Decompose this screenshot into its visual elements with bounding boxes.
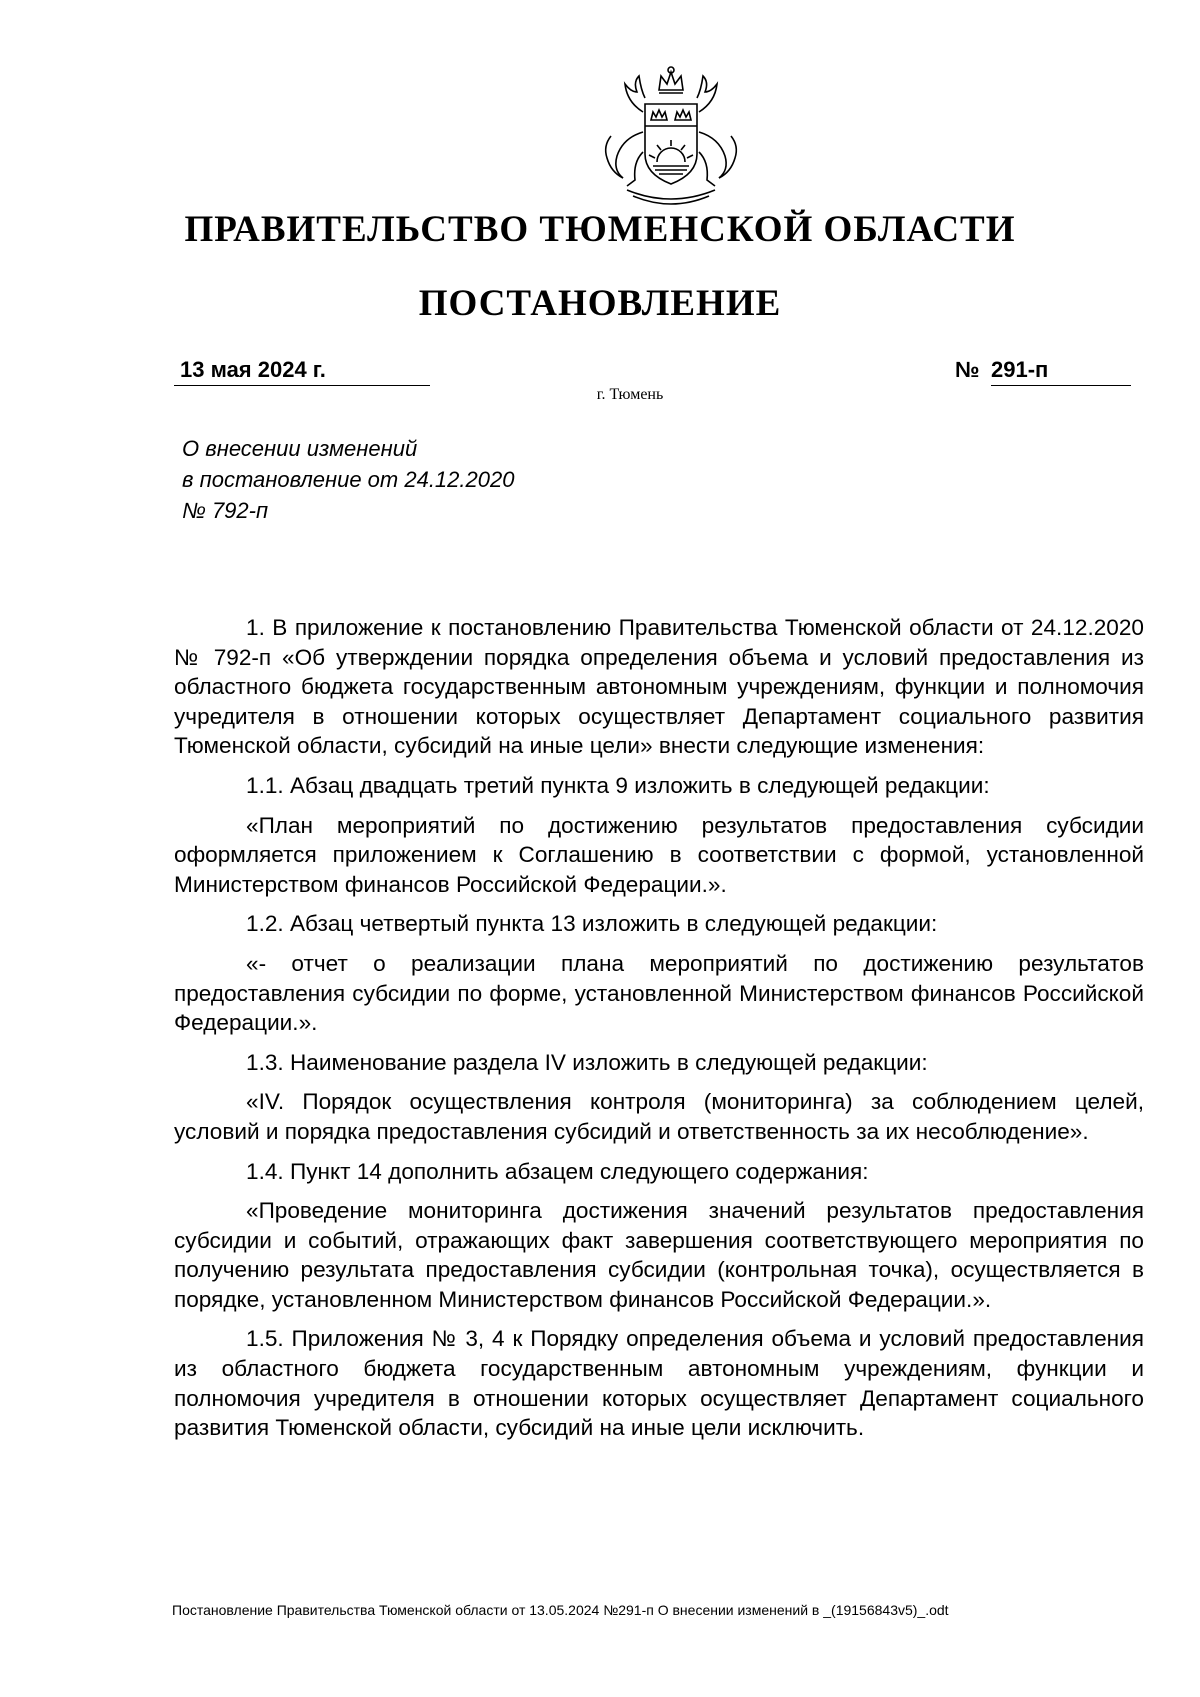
number-sign: № xyxy=(955,357,980,382)
document-subject xyxy=(182,433,682,526)
government-title: ПРАВИТЕЛЬСТВО ТЮМЕНСКОЙ ОБЛАСТИ xyxy=(184,209,1016,250)
paragraph: 1.3. Наименование раздела IV изложить в следующей редакции: xyxy=(246,1049,928,1075)
document-body xyxy=(174,613,1144,1453)
paragraph: «IV. Порядок осуществления контроля (мониторинга) за соблюдением целей, условий и порядка предоставления субсидий и ответственность за их несоблюдение». xyxy=(174,1089,1144,1144)
city: г. Тюмень xyxy=(596,386,664,403)
paragraph: «Проведение мониторинга достижения значений результатов предоставления субсидии и событий, отражающих факт завершения соответствующего мероприятия по получению результата предоставления субсидии (контрольная точка), осуществляется в порядке, установленном Министерством финансов Российской Федерации.». xyxy=(174,1198,1144,1312)
document-type: ПОСТАНОВЛЕНИЕ xyxy=(418,283,782,324)
paragraph: 1.4. Пункт 14 дополнить абзацем следующего содержания: xyxy=(246,1158,869,1184)
paragraph: 1.2. Абзац четвертый пункта 13 изложить в следующей редакции: xyxy=(246,911,938,937)
paragraph: 1. В приложение к постановлению Правительства Тюменской области от 24.12.2020 № 792-п «Об утверждении порядка определения объема и условий предоставления из областного бюджета государственным автономным учреждениям, функции и полномочия учредителя в отношении которых осуществляет Департамент социального развития Тюменской области, субсидий на иные цели» внести следующие изменения: xyxy=(174,615,1144,759)
number-value: 291-п xyxy=(991,357,1131,386)
page-footer: Постановление Правительства Тюменской области от 13.05.2024 №291-п О внесении изменений в _(19156843v5)_.odt xyxy=(172,1602,949,1618)
paragraph: 1.1. Абзац двадцать третий пункта 9 изложить в следующей редакции: xyxy=(246,772,990,798)
coat-of-arms-icon xyxy=(597,62,745,210)
subject-line: О внесении изменений xyxy=(182,436,418,461)
subject-line: в постановление от 24.12.2020 xyxy=(182,467,515,492)
document-number xyxy=(955,357,1133,386)
paragraph: «- отчет о реализации плана мероприятий по достижению результатов предоставления субсидии по форме, установленной Министерством финансов Российской Федерации.». xyxy=(174,950,1144,1036)
document-date: 13 мая 2024 г. xyxy=(174,357,430,386)
subject-line: № 792-п xyxy=(182,498,269,523)
paragraph: «План мероприятий по достижению результатов предоставления субсидии оформляется приложением к Соглашению в соответствии с формой, установленной Министерством финансов Российской Федерации.». xyxy=(174,812,1144,897)
paragraph: 1.5. Приложения № 3, 4 к Порядку определения объема и условий предоставления из областного бюджета государственным автономным учреждениям, функции и полномочия учредителя в отношении которых осуществляет Департамент социального развития Тюменской области, субсидий на иные цели исключить. xyxy=(174,1326,1144,1441)
